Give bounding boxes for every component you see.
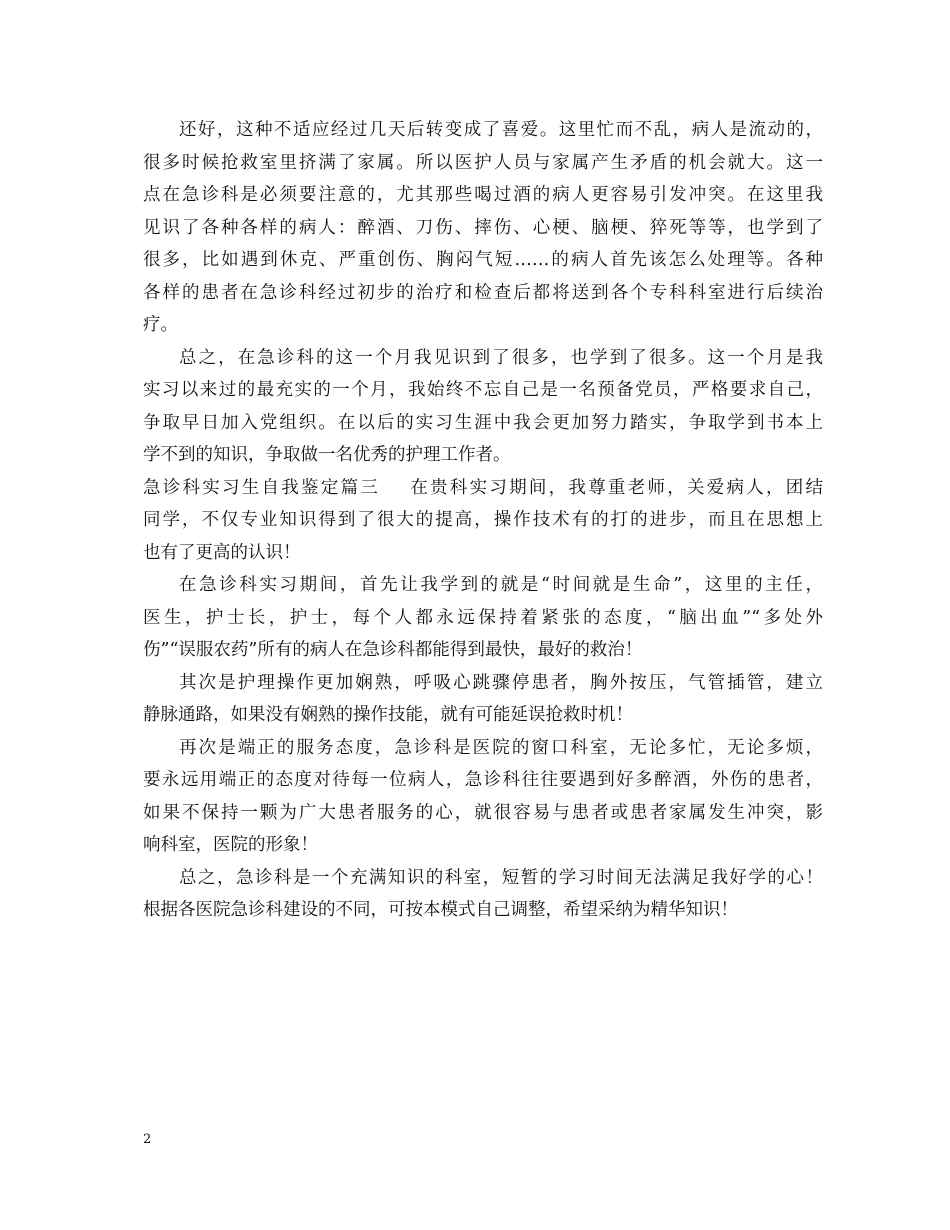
paragraph-line: 响科室，医院的形象！: [143, 835, 318, 855]
paragraph-line: 实习以来过的最充实的一个月，我始终不忘自己是一名预备党员，严格要求自己，: [143, 380, 823, 400]
paragraph-line: 还好，这种不适应经过几天后转变成了喜爱。这里忙而不乱，病人是流动的，: [179, 120, 823, 140]
paragraph-text: 在贵科实习期间，我尊重老师，关爱病人，团结: [408, 477, 824, 498]
paragraph-line: 医生，护士长，护士，每个人都永远保持着紧张的态度，“脑出血”“多处外: [143, 607, 823, 628]
paragraph-line: 很多时候抢救室里挤满了家属。所以医护人员与家属产生矛盾的机会就大。这一: [143, 152, 823, 173]
paragraph-line: 见识了各种各样的病人：醉酒、刀伤、摔伤、心梗、脑梗、猝死等等，也学到了: [143, 217, 823, 238]
paragraph-line: 要永远用端正的态度对待每一位病人，急诊科往往要遇到好多醉酒，外伤的患者，: [143, 770, 823, 790]
paragraph-line: 再次是端正的服务态度，急诊科是医院的窗口科室，无论多忙，无论多烦，: [179, 737, 823, 758]
paragraph-line: 如果不保持一颗为广大患者服务的心，就很容易与患者或患者家属发生冲突，影: [143, 802, 823, 823]
paragraph-line: 同学，不仅专业知识得到了很大的提高，操作技术有的打的进步，而且在思想上: [143, 510, 823, 530]
paragraph-line: 总之，急诊科是一个充满知识的科室，短暂的学习时间无法满足我好学的心！: [179, 867, 823, 888]
section-heading: 急诊科实习生自我鉴定篇三: [143, 477, 381, 498]
paragraph-line: 学不到的知识，争取做一名优秀的护理工作者。: [143, 445, 511, 465]
paragraph-line: 各样的患者在急诊科经过初步的治疗和检查后都将送到各个专科科室进行后续治: [143, 282, 823, 303]
section-heading-line: [143, 472, 823, 505]
paragraph-line: 其次是护理操作更加娴熟，呼吸心跳骤停患者，胸外按压，气管插管，建立: [179, 672, 823, 693]
page-number: 2: [143, 1132, 152, 1147]
paragraph-line: 争取早日加入党组织。在以后的实习生涯中我会更加努力踏实，争取学到书本上: [143, 412, 823, 433]
paragraph-line: 也有了更高的认识！: [143, 542, 301, 563]
paragraph-line: 伤”“误服农药”所有的病人在急诊科都能得到最快，最好的救治！: [143, 640, 643, 660]
paragraph-line: 静脉通路，如果没有娴熟的操作技能，就有可能延误抢救时机！: [143, 705, 633, 725]
paragraph-line: 总之，在急诊科的这一个月我见识到了很多，也学到了很多。这一个月是我: [179, 347, 823, 368]
paragraph-line: 疗。: [143, 315, 178, 335]
paragraph-line: 很多，比如遇到休克、严重创伤、胸闷气短……的病人首先该怎么处理等。各种: [143, 250, 823, 270]
document-body: [143, 114, 823, 927]
paragraph-line: 在急诊科实习期间，首先让我学到的就是“时间就是生命”，这里的主任，: [179, 575, 823, 595]
paragraph-line: 点在急诊科是必须要注意的，尤其那些喝过酒的病人更容易引发冲突。在这里我: [143, 185, 823, 205]
paragraph-line: 根据各医院急诊科建设的不同，可按本模式自己调整，希望采纳为精华知识！: [143, 900, 738, 920]
